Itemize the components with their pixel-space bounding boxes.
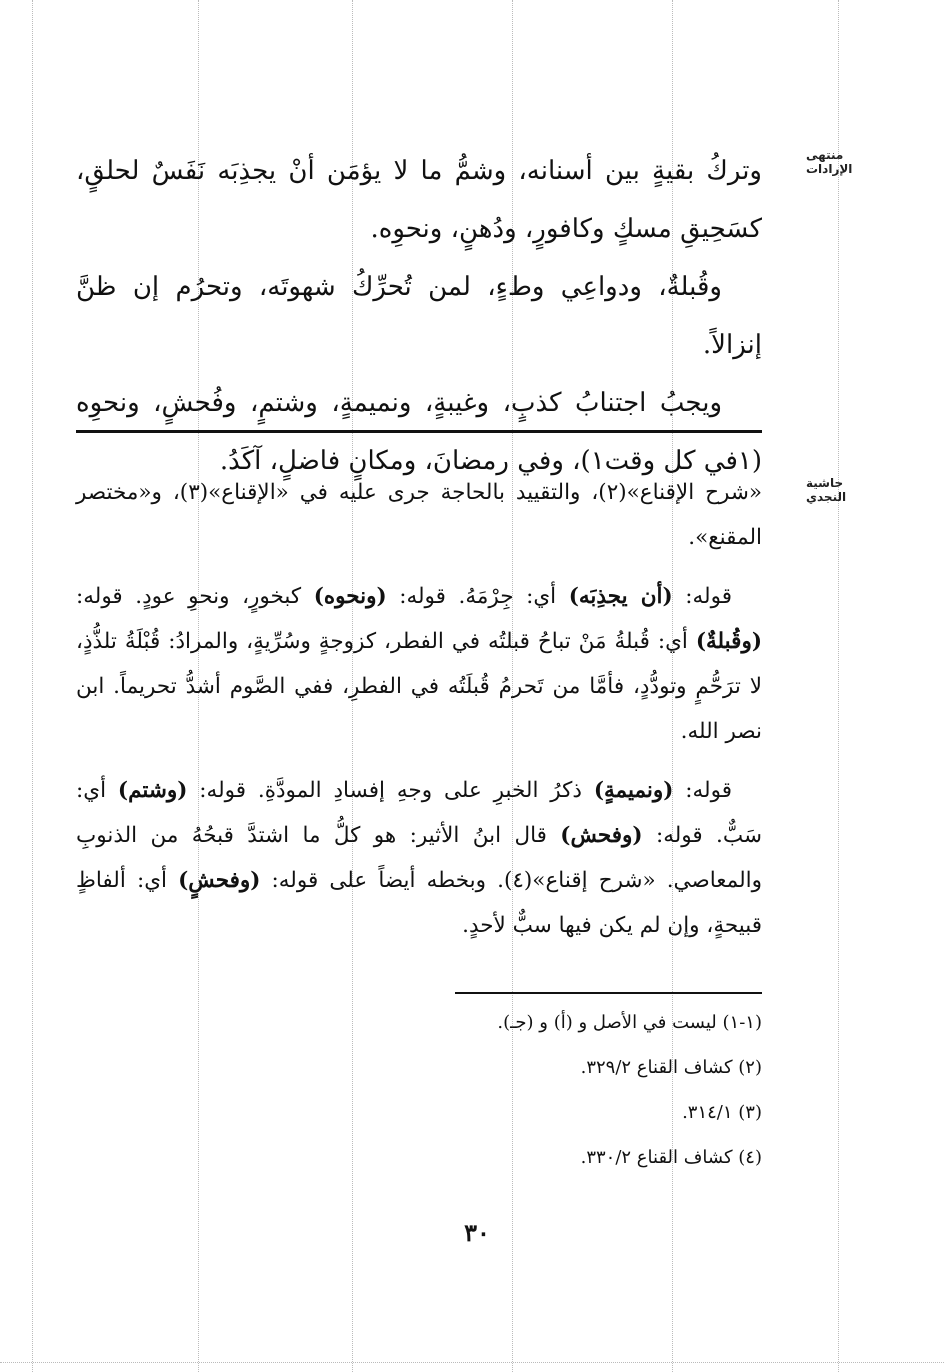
side-label-hashiya: حاشية النجدي [806,476,847,504]
footnote: (٤) كشاف القناع ٣٣٠/٢. [580,1147,762,1168]
text-run: قوله: [672,584,732,609]
hashiya-paragraph [76,574,762,754]
text-run: أي: جِرْمَهُ. قوله: [386,584,569,609]
matn-paragraph: وتركُ بقيةٍ بين أسنانه، وشمُّ ما لا يؤمَن أنْ يجذِبَه نَفَسٌ لحلقٍ، كسَحِيقِ مسكٍ وكافورٍ، ودُهنٍ، ونحوِه. [76,156,762,244]
quoted-term: (أن يجذِبَه) [568,584,673,609]
quoted-term: (وشتم) [117,778,188,803]
page-number: ٣٠ [464,1218,490,1247]
matn-text [76,142,762,490]
quoted-term: (وقُبلةٌ) [695,629,762,654]
section-divider [76,430,762,433]
scan-guide-line [0,1362,944,1363]
matn-paragraph: ويجبُ اجتنابُ كذبٍ، وغيبةٍ، ونميمةٍ، وشتمٍ، وفُحشٍ، ونحوِه (١في كل وقت١)، وفي رمضانَ، ومكانٍ فاضلٍ، آكَدُ. [76,388,762,476]
hashiya-text [76,470,762,948]
text-run: ذكرُ الخبرِ على وجهِ إفسادِ المودَّةِ. قوله: [187,778,594,803]
matn-paragraph: وقُبلةٌ، ودواعِي وطءٍ، لمن تُحرِّكُ شهوتَه، وتحرُم إن ظنَّ إنزالاً. [76,272,762,360]
text-run: كبخورٍ، ونحوِ عودٍ. قوله: [76,584,314,609]
footnote-divider [455,992,762,994]
quoted-term: (وفحشٍ) [178,868,261,893]
quoted-term: (ونحوه) [313,584,387,609]
text-run: قوله: [673,778,732,803]
scan-guide-line [838,0,839,1372]
quoted-term: (وفحش) [560,823,643,848]
side-label-matn: منتهى الإرادات [806,148,853,176]
footnote: (٣) ٣١٤/١. [682,1102,762,1123]
footnote: (١-١) ليست في الأصل و (أ) و (جـ). [497,1012,762,1033]
footnotes [420,1000,762,1180]
text-run: أي: سَبٌّ. قوله: [76,778,762,848]
scan-guide-line [32,0,33,1372]
text-run: قال ابنُ الأثير: هو كلُّ ما اشتدَّ قبحُهُ من الذنوبِ والمعاصي. «شرح إقناع»(٤). وبخطه أيضاً على قوله: [76,823,762,893]
footnote: (٢) كشاف القناع ٣٢٩/٢. [580,1057,762,1078]
hashiya-paragraph [76,768,762,948]
text-run: أي: ألفاظٍ قبيحةٍ، وإن لم يكن فيها سبٌّ لأحدٍ. [76,868,762,938]
quoted-term: (ونميمةٍ) [593,778,674,803]
text-run: أي: قُبلةُ مَنْ تباحُ قبلتُه في الفطر، كزوجةٍ وسُرِّيةٍ، والمرادُ: قُبْلَةُ تلذُّذٍ، لا ترَحُّمٍ وتودُّدٍ، فأمَّا من تَحرمُ قُبلَتُه في الفطرِ، ففي الصَّوم أشدُّ تحريماً. ابن نصر الله. [76,629,762,744]
hashiya-paragraph: «شرح الإقناع»(٢)، والتقييد بالحاجة جرى عليه في «الإقناع»(٣)، و«مختصر المقنع». [76,480,763,550]
